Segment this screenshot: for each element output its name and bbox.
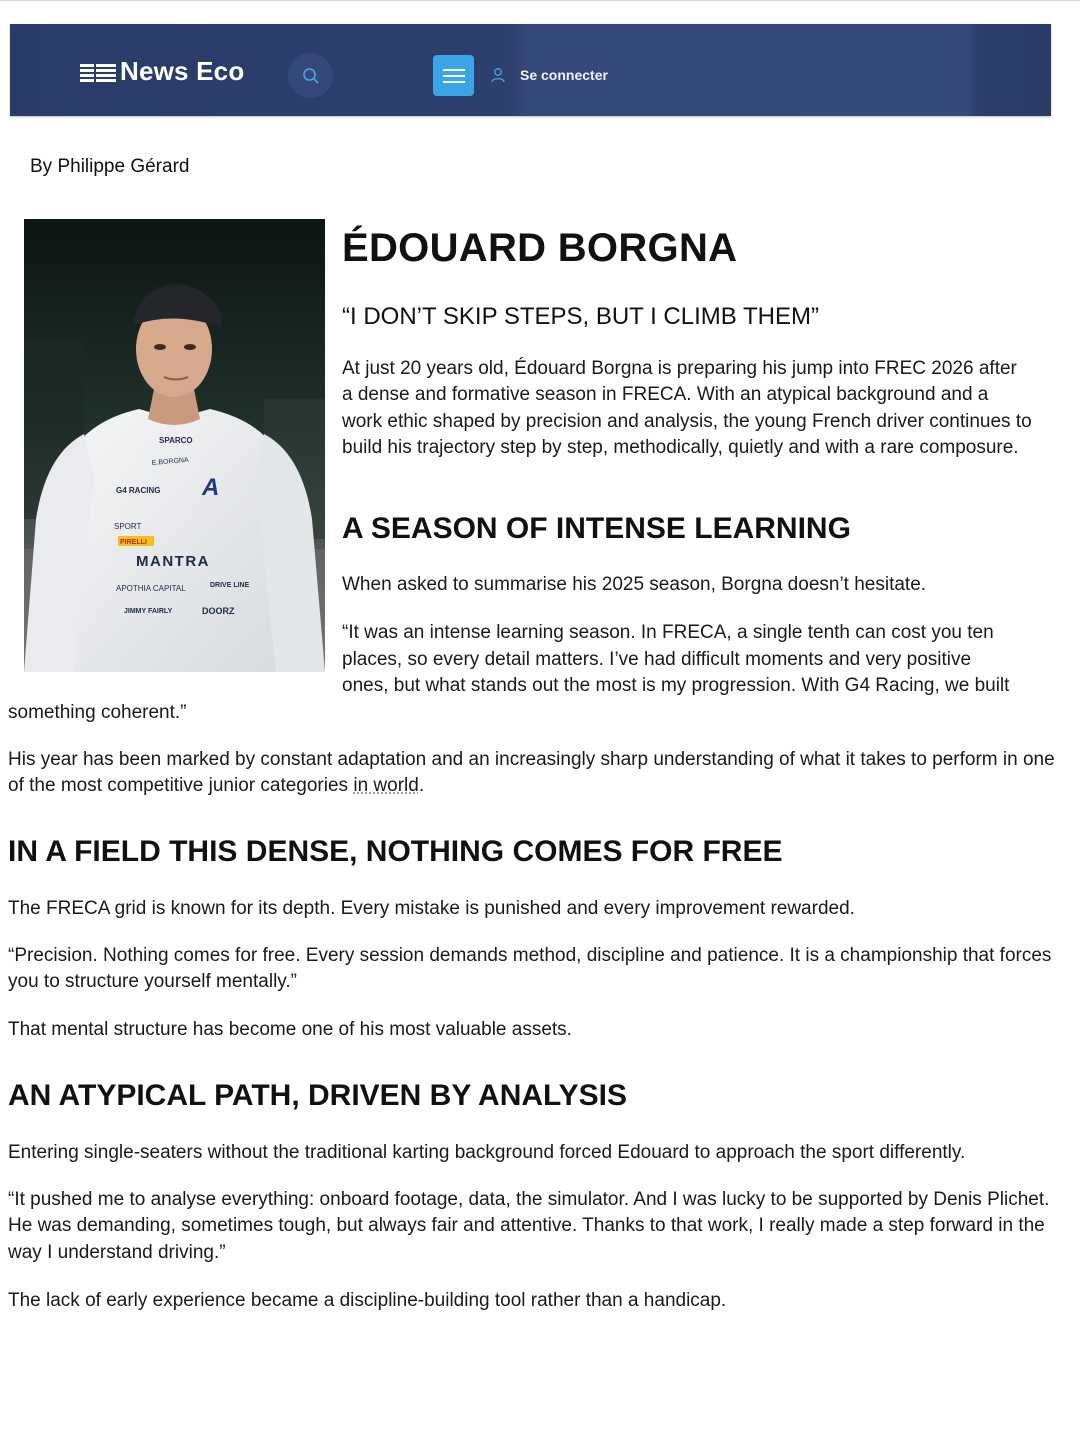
article-title: ÉDOUARD BORGNA <box>342 226 738 270</box>
article-subtitle: “I DON’T SKIP STEPS, BUT I CLIMB THEM” <box>342 303 819 330</box>
login-label: Se connecter <box>520 67 608 83</box>
paragraph-end: . <box>418 775 425 797</box>
inline-link[interactable]: in world <box>353 775 419 797</box>
suit-logo-jimmy: JIMMY FAIRLY <box>124 608 173 615</box>
login-link[interactable] <box>490 65 608 85</box>
quote-line: something coherent.” <box>8 702 187 723</box>
suit-logo-alpine: A <box>202 474 220 501</box>
site-name: News Eco <box>120 55 245 86</box>
suit-logo-name: E.BORGNA <box>151 456 189 467</box>
paragraph: Entering single-seaters without the traditional karting background forced Edouard to approach the sport differently. <box>8 1142 966 1163</box>
suit-logo-doorz: DOORZ <box>202 606 235 616</box>
quote-paragraph: “It pushed me to analyse everything: onboard footage, data, the simulator. And I was lucky to be supported by Denis Plichet. He was demanding, sometimes tough, but always fair and attentive. Thanks to that work, I really made a step forward in the way I understand driving.” <box>8 1189 1050 1263</box>
article-byline: By Philippe Gérard <box>30 156 190 177</box>
suit-logo-mantra: MANTRA <box>136 553 210 570</box>
driver-photo <box>24 219 325 672</box>
suit-logo-g4: G4 RACING <box>116 486 161 495</box>
user-icon <box>490 67 506 83</box>
quote-paragraph: “Precision. Nothing comes for free. Every session demands method, discipline and patience. It is a championship that forces you to structure yourself mentally.” <box>8 945 1052 993</box>
suit-logo-pirelli: PIRELLI <box>120 539 147 546</box>
quote-line: places, so every detail matters. I’ve had difficult moments and very positive <box>342 649 972 670</box>
paragraph: The lack of early experience became a discipline-building tool rather than a handicap. <box>8 1290 727 1311</box>
suit-logo-sport: SPORT <box>114 522 142 531</box>
article-intro: At just 20 years old, Édouard Borgna is preparing his jump into FREC 2026 after a dense and formative season in FRECA. With an atypical background and a work ethic shaped by precision and analysis, the young French driver continues to build his trajectory step by step, methodically, quietly and with a rare composure. <box>342 358 1032 458</box>
paragraph: That mental structure has become one of his most valuable assets. <box>8 1019 572 1040</box>
menu-button[interactable] <box>433 55 474 96</box>
paragraph: When asked to summarise his 2025 season, Borgna doesn’t hesitate. <box>342 574 927 595</box>
quote-line: “It was an intense learning season. In FRECA, a single tenth can cost you ten <box>342 622 994 643</box>
hamburger-menu-icon <box>443 68 465 84</box>
suit-logo-apothia: APOTHIA CAPITAL <box>116 584 186 593</box>
site-logo[interactable] <box>80 55 245 86</box>
top-divider <box>0 0 1080 1</box>
search-button[interactable] <box>288 53 333 98</box>
section-heading: A SEASON OF INTENSE LEARNING <box>342 512 851 545</box>
search-icon <box>302 67 320 85</box>
paragraph <box>8 747 1058 800</box>
quote-line: ones, but what stands out the most is my progression. With G4 Racing, we built <box>342 675 1010 696</box>
section-heading: AN ATYPICAL PATH, DRIVEN BY ANALYSIS <box>8 1079 627 1112</box>
paragraph-text: His year has been marked by constant adaptation and an increasingly sharp understanding of what it takes to perform in one of the most competitive junior categories <box>8 749 1055 797</box>
suit-logo-driveline: DRIVE LINE <box>210 582 250 589</box>
logo-lines-icon <box>80 61 118 81</box>
suit-logo-sparco: SPARCO <box>159 436 193 445</box>
paragraph: The FRECA grid is known for its depth. Every mistake is punished and every improvement rewarded. <box>8 898 855 919</box>
section-heading: IN A FIELD THIS DENSE, NOTHING COMES FOR FREE <box>8 835 783 868</box>
site-header <box>10 24 1051 116</box>
